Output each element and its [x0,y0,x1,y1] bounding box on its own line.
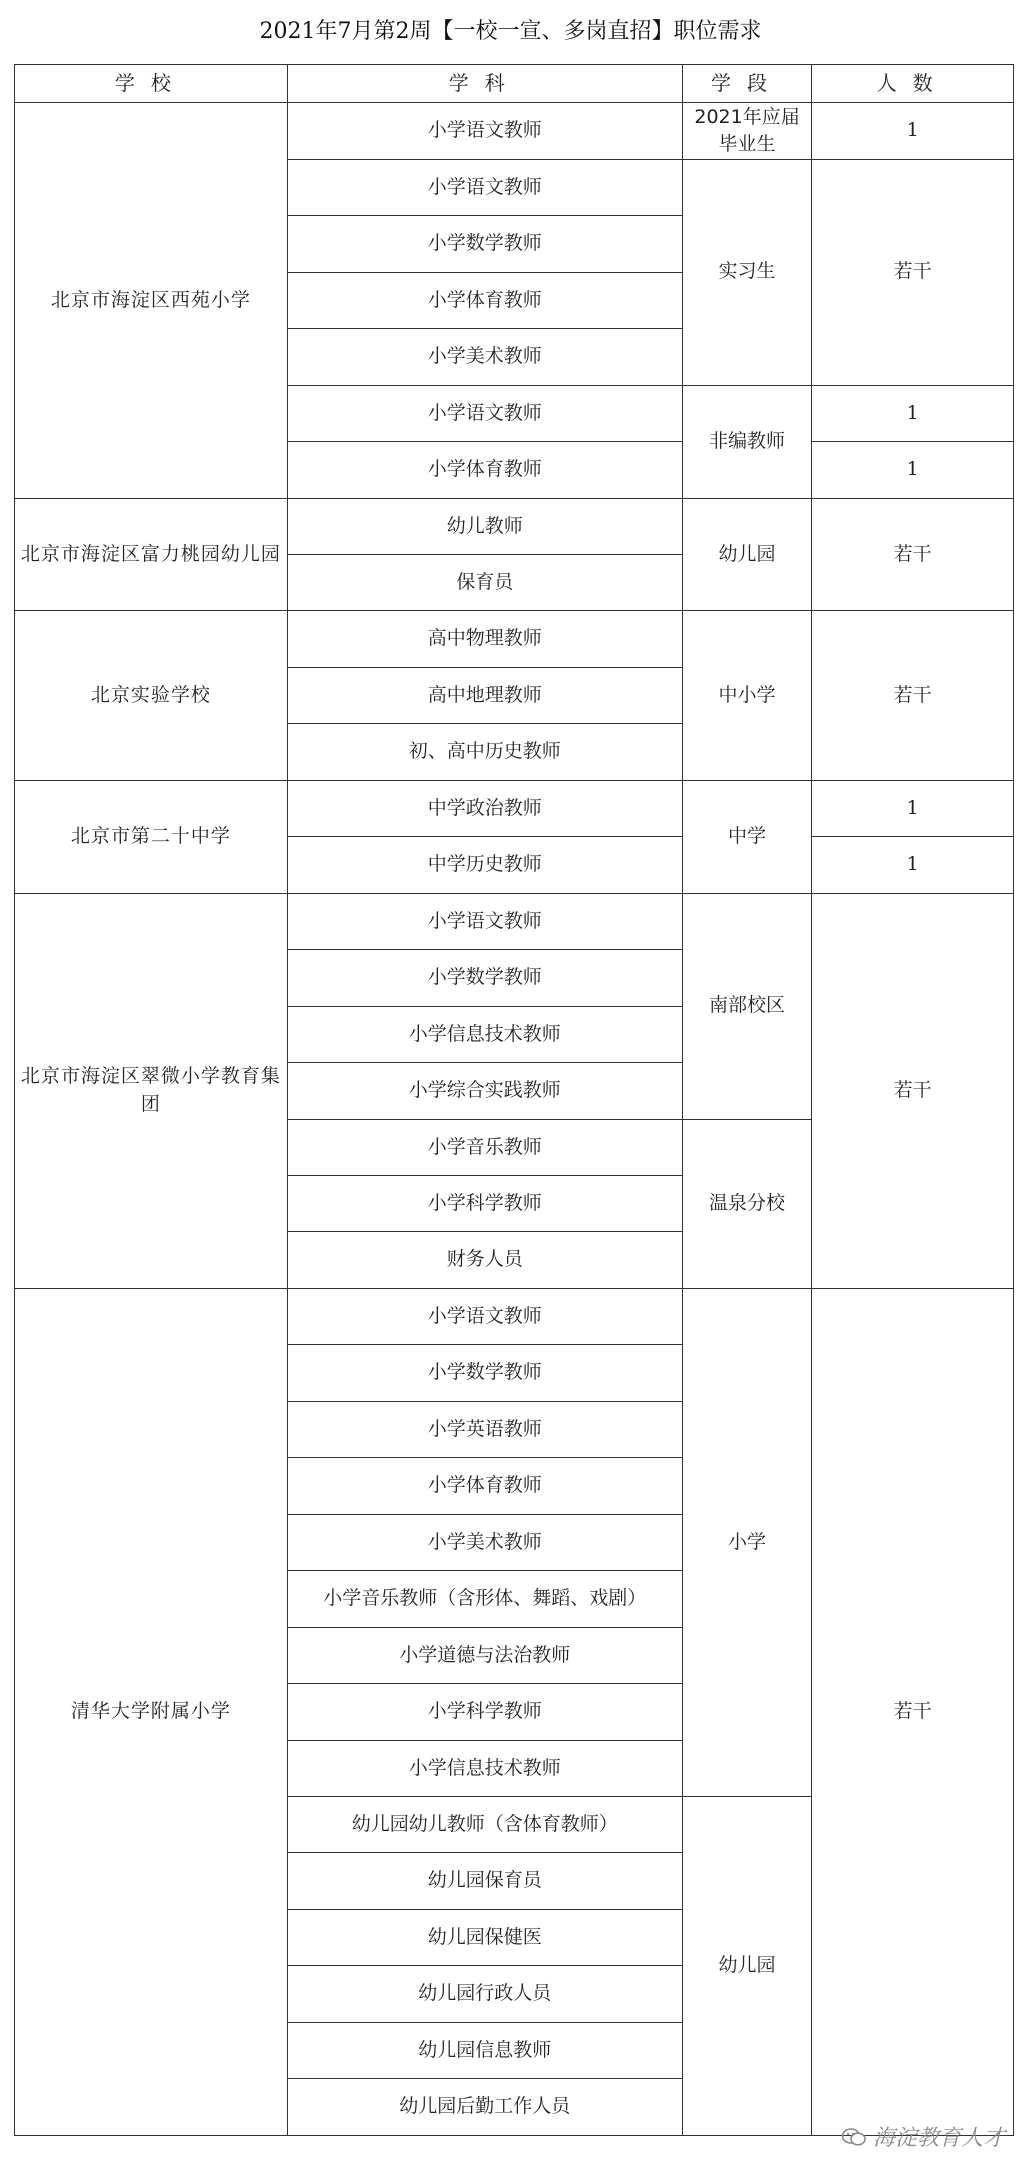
count-cell: 若干 [812,498,1014,611]
subject-cell: 高中地理教师 [287,667,682,723]
table-row [15,103,1014,160]
stage-cell: 非编教师 [682,385,811,498]
subject-cell: 幼儿园保育员 [287,1853,682,1909]
subject-cell: 小学英语教师 [287,1401,682,1457]
stage-cell: 中小学 [682,611,811,780]
stage-cell: 2021年应届毕业生 [682,103,811,160]
count-cell: 若干 [812,1288,1014,2135]
stage-cell: 温泉分校 [682,1119,811,1288]
subject-cell: 中学政治教师 [287,780,682,836]
school-cell: 北京市海淀区富力桃园幼儿园 [15,498,288,611]
subject-cell: 幼儿教师 [287,498,682,554]
job-table [14,64,1014,2136]
count-cell: 1 [812,103,1014,160]
subject-cell: 小学体育教师 [287,1458,682,1514]
table-row [15,611,1014,667]
table-row [15,780,1014,836]
subject-cell: 小学音乐教师 [287,1119,682,1175]
stage-cell: 中学 [682,780,811,893]
subject-cell: 中学历史教师 [287,837,682,893]
stage-cell: 幼儿园 [682,498,811,611]
header-school: 学校 [15,65,288,103]
school-cell: 北京实验学校 [15,611,288,780]
subject-cell: 幼儿园后勤工作人员 [287,2079,682,2136]
subject-cell: 小学科学教师 [287,1684,682,1740]
subject-cell: 小学数学教师 [287,950,682,1006]
count-cell: 1 [812,780,1014,836]
table-row [15,893,1014,949]
school-cell: 北京市海淀区翠微小学教育集团 [15,893,288,1288]
subject-cell: 小学信息技术教师 [287,1740,682,1796]
subject-cell: 小学信息技术教师 [287,1006,682,1062]
subject-cell: 小学语文教师 [287,893,682,949]
subject-cell: 保育员 [287,555,682,611]
school-cell: 清华大学附属小学 [15,1288,288,2135]
subject-cell: 幼儿园保健医 [287,1909,682,1965]
subject-cell: 幼儿园行政人员 [287,1966,682,2022]
school-cell: 北京市海淀区西苑小学 [15,103,288,498]
subject-cell: 初、高中历史教师 [287,724,682,780]
count-cell: 若干 [812,611,1014,780]
count-cell: 若干 [812,893,1014,1288]
count-cell: 1 [812,442,1014,498]
school-cell: 北京市第二十中学 [15,780,288,893]
subject-cell: 小学语文教师 [287,103,682,160]
subject-cell: 小学体育教师 [287,272,682,328]
header-row [15,65,1014,103]
subject-cell: 小学语文教师 [287,159,682,215]
stage-cell: 实习生 [682,159,811,385]
stage-cell: 小学 [682,1288,811,1796]
subject-cell: 财务人员 [287,1232,682,1288]
table-row [15,498,1014,554]
subject-cell: 小学美术教师 [287,329,682,385]
subject-cell: 高中物理教师 [287,611,682,667]
subject-cell: 小学道德与法治教师 [287,1627,682,1683]
subject-cell: 小学数学教师 [287,216,682,272]
count-cell: 若干 [812,159,1014,385]
page-title: 2021年7月第2周【一校一宣、多岗直招】职位需求 [259,19,762,44]
stage-cell: 南部校区 [682,893,811,1119]
subject-cell: 小学美术教师 [287,1514,682,1570]
subject-cell: 小学数学教师 [287,1345,682,1401]
subject-cell: 幼儿园幼儿教师（含体育教师） [287,1797,682,1853]
subject-cell: 小学音乐教师（含形体、舞蹈、戏剧） [287,1571,682,1627]
stage-cell: 幼儿园 [682,1797,811,2136]
subject-cell: 小学语文教师 [287,1288,682,1344]
subject-cell: 小学语文教师 [287,385,682,441]
subject-cell: 小学综合实践教师 [287,1063,682,1119]
header-count: 人数 [812,65,1014,103]
watermark [841,2121,1005,2152]
table-row [15,1288,1014,1344]
count-cell: 1 [812,837,1014,893]
subject-cell: 幼儿园信息教师 [287,2022,682,2078]
watermark-text: 海淀教育人才 [872,2126,1005,2151]
subject-cell: 小学体育教师 [287,442,682,498]
header-stage: 学段 [682,65,811,103]
subject-cell: 小学科学教师 [287,1176,682,1232]
wechat-icon [841,2127,867,2147]
header-subject: 学科 [287,65,682,103]
count-cell: 1 [812,385,1014,441]
